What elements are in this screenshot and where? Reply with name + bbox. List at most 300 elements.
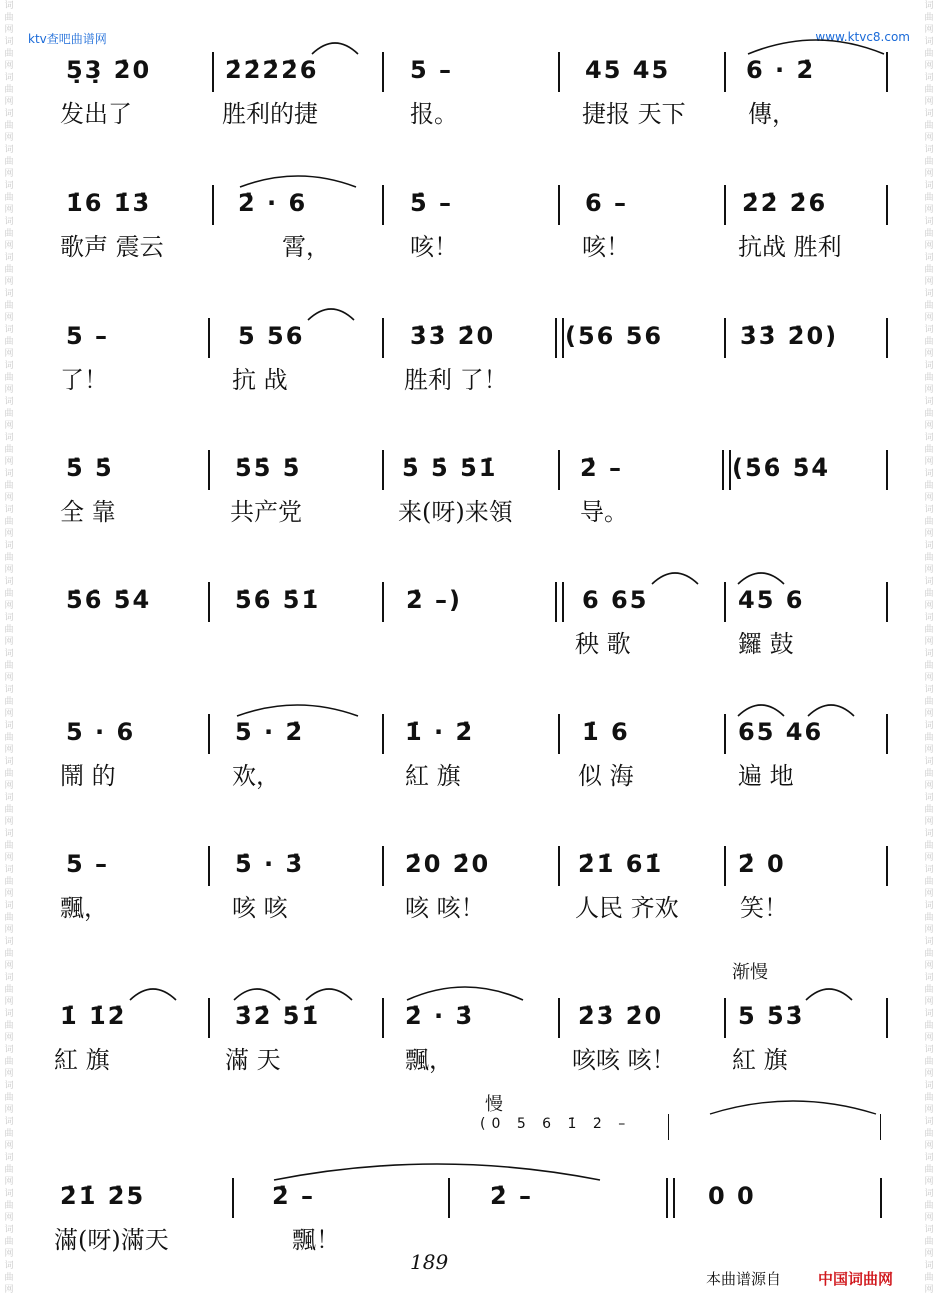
bar-line (382, 714, 384, 754)
side-watermark-char: 曲 (924, 121, 934, 131)
side-watermark-char: 曲 (4, 157, 14, 167)
side-watermark-char: 网 (924, 133, 934, 143)
side-watermark-char: 曲 (924, 697, 934, 707)
side-watermark-char: 曲 (924, 229, 934, 239)
bar-line (382, 185, 384, 225)
side-watermark-char: 曲 (4, 301, 14, 311)
side-watermark-char: 网 (924, 1249, 934, 1259)
side-watermark-left (2, 0, 16, 1316)
lyric: 发出了 (60, 100, 132, 128)
lyric: 人民 齐欢 (575, 894, 679, 922)
side-watermark-char: 曲 (4, 877, 14, 887)
side-watermark-char: 词 (4, 1081, 14, 1091)
side-watermark-char: 曲 (924, 409, 934, 419)
note-group: 2̇3̇ 2̇0 (578, 1002, 664, 1030)
side-watermark-char: 曲 (924, 805, 934, 815)
lyric: 捷报 天下 (582, 100, 686, 128)
side-watermark-char: 网 (4, 493, 14, 503)
side-watermark-char: 网 (924, 205, 934, 215)
score-row (60, 846, 890, 922)
side-watermark-char: 词 (4, 217, 14, 227)
side-watermark-char: 曲 (924, 949, 934, 959)
side-watermark-char: 网 (4, 817, 14, 827)
lyric: 欢， (232, 762, 280, 790)
side-watermark-char: 词 (4, 1153, 14, 1163)
bar-line (212, 185, 214, 225)
side-watermark-char: 网 (924, 1141, 934, 1151)
bar-line (724, 714, 726, 754)
side-watermark-char: 网 (924, 637, 934, 647)
side-watermark-char: 词 (4, 649, 14, 659)
lyric: 飄！ (292, 1226, 340, 1254)
side-watermark-char: 词 (4, 289, 14, 299)
side-watermark-char: 网 (4, 457, 14, 467)
bar-line (558, 714, 560, 754)
lyric: 了！ (60, 366, 108, 394)
side-watermark-char: 网 (924, 1285, 934, 1295)
note-group: 5 – (66, 850, 110, 878)
side-watermark-char: 词 (4, 145, 14, 155)
side-watermark-char: 词 (924, 973, 934, 983)
side-watermark-char: 曲 (4, 1165, 14, 1175)
slur (804, 982, 854, 1002)
score-row (60, 450, 890, 526)
side-watermark-char: 曲 (4, 409, 14, 419)
side-watermark-char: 词 (924, 721, 934, 731)
lyric: 滿(呀)滿天 (54, 1226, 169, 1254)
bar-line (382, 450, 384, 490)
side-watermark-char: 网 (924, 853, 934, 863)
lyric: 紅 旗 (405, 762, 461, 790)
side-watermark-char: 词 (4, 757, 14, 767)
side-watermark-char: 曲 (924, 481, 934, 491)
note-group: 2̇2̇ 2̇6 (742, 189, 828, 217)
side-watermark-char: 曲 (924, 1057, 934, 1067)
lyric: 咳！ (410, 233, 458, 261)
side-watermark-char: 曲 (924, 373, 934, 383)
bar-line (558, 846, 560, 886)
slur (405, 978, 525, 1002)
bar-line (382, 318, 384, 358)
side-watermark-char: 词 (924, 649, 934, 659)
side-watermark-char: 网 (924, 1033, 934, 1043)
side-watermark-char: 网 (924, 709, 934, 719)
note-group: 5 5̇3̇ (738, 1002, 805, 1030)
side-watermark-char: 网 (924, 925, 934, 935)
side-watermark-char: 曲 (4, 1201, 14, 1211)
side-watermark-char: 网 (4, 1141, 14, 1151)
side-watermark-char: 网 (4, 313, 14, 323)
slur (806, 698, 856, 718)
side-watermark-char: 词 (924, 181, 934, 191)
score-row (54, 962, 890, 1074)
side-watermark-char: 词 (924, 253, 934, 263)
note-group: (56 56 (565, 322, 664, 350)
lyric: 共产党 (230, 498, 302, 526)
bar-line (886, 52, 888, 92)
side-watermark-char: 词 (924, 73, 934, 83)
side-watermark-char: 词 (4, 109, 14, 119)
note-group: 5̇6̇ 5̇1̇ (235, 586, 321, 614)
side-watermark-char: 曲 (4, 913, 14, 923)
bar-line (382, 582, 384, 622)
side-watermark-char: 曲 (4, 733, 14, 743)
page-number: 189 (410, 1250, 449, 1274)
side-watermark-char: 词 (924, 469, 934, 479)
side-watermark-char: 曲 (924, 1021, 934, 1031)
side-watermark-char: 词 (4, 469, 14, 479)
side-watermark-char: 曲 (4, 697, 14, 707)
side-watermark-char: 曲 (4, 481, 14, 491)
note-group: 6 · 2̇ (746, 56, 816, 84)
note-group: 5̣3̣ 2̇0 (66, 56, 152, 84)
side-watermark-char: 词 (4, 1225, 14, 1235)
side-watermark-char: 词 (924, 1045, 934, 1055)
source-label: 本曲谱源自 (706, 1270, 782, 1288)
side-watermark-char: 网 (4, 241, 14, 251)
bar-line (382, 52, 384, 92)
watermark-top-right: www.ktvc8.com (815, 30, 910, 44)
side-watermark-char: 网 (924, 565, 934, 575)
lyric: 咳 咳 (232, 894, 288, 922)
side-watermark-char: 网 (924, 817, 934, 827)
side-watermark-char: 词 (924, 217, 934, 227)
side-watermark-char: 曲 (924, 841, 934, 851)
side-watermark-char: 词 (924, 1, 934, 11)
note-group: 65 46 (738, 718, 824, 746)
bar-line (232, 1178, 234, 1218)
side-watermark-char: 词 (4, 1117, 14, 1127)
side-watermark-char: 曲 (4, 49, 14, 59)
source-site-link[interactable]: 中国词曲网 (818, 1270, 894, 1288)
side-watermark-char: 曲 (4, 841, 14, 851)
side-watermark-char: 曲 (4, 121, 14, 131)
side-watermark-char: 网 (4, 1249, 14, 1259)
slur (650, 566, 700, 586)
watermark-top-left: ktv查吧曲谱网 (28, 32, 107, 46)
side-watermark-char: 网 (924, 313, 934, 323)
lyric: 滿 天 (225, 1046, 281, 1074)
score-row (60, 52, 890, 128)
bar-line (724, 582, 726, 622)
side-watermark-char: 网 (924, 241, 934, 251)
note-group: 2̇1̇ 61̇ (578, 850, 664, 878)
bar-line (668, 1114, 669, 1140)
side-watermark-char: 词 (924, 1261, 934, 1271)
side-watermark-char: 词 (924, 757, 934, 767)
slur (304, 982, 354, 1002)
side-watermark-char: 网 (924, 1105, 934, 1115)
side-watermark-char: 曲 (924, 769, 934, 779)
side-watermark-char: 曲 (924, 1201, 934, 1211)
side-watermark-char: 曲 (4, 13, 14, 23)
side-watermark-char: 词 (924, 1009, 934, 1019)
side-watermark-char: 词 (924, 361, 934, 371)
note-group: 5 56 (238, 322, 305, 350)
side-watermark-char: 曲 (924, 1093, 934, 1103)
side-watermark-char: 网 (4, 25, 14, 35)
side-watermark-char: 词 (924, 577, 934, 587)
bar-line (208, 714, 210, 754)
side-watermark-char: 网 (4, 925, 14, 935)
lyric: 鬧 的 (60, 762, 116, 790)
side-watermark-char: 网 (4, 1033, 14, 1043)
side-watermark-char: 曲 (924, 301, 934, 311)
side-watermark-right (922, 0, 936, 1316)
side-watermark-char: 网 (924, 961, 934, 971)
side-watermark-char: 词 (4, 865, 14, 875)
side-watermark-char: 网 (924, 457, 934, 467)
accompaniment-notes: (0 5 6 1̇ 2̇ – (480, 1116, 632, 1132)
side-watermark-char: 网 (4, 673, 14, 683)
side-watermark-char: 网 (4, 889, 14, 899)
side-watermark-char: 网 (4, 133, 14, 143)
side-watermark-char: 曲 (4, 553, 14, 563)
note-group: 6 – (585, 189, 629, 217)
score-row (60, 318, 890, 394)
score-row (60, 582, 890, 658)
lyric: 咳！ (582, 233, 630, 261)
note-group: 5̇6̇ 5̇4̇ (66, 586, 152, 614)
slur (746, 32, 886, 56)
note-group: 2̇ – (490, 1182, 534, 1210)
bar-line (208, 318, 210, 358)
bar-line (382, 846, 384, 886)
tempo-marking: 渐慢 (732, 962, 768, 983)
side-watermark-char: 词 (4, 253, 14, 263)
side-watermark-char: 词 (4, 37, 14, 47)
side-watermark-char: 曲 (924, 193, 934, 203)
lyric: 全 靠 (60, 498, 116, 526)
side-watermark-char: 网 (4, 169, 14, 179)
lyric: 遍 地 (738, 762, 794, 790)
side-watermark-char: 词 (4, 181, 14, 191)
bar-line (886, 714, 888, 754)
side-watermark-char: 网 (924, 277, 934, 287)
side-watermark-char: 曲 (924, 553, 934, 563)
side-watermark-char: 曲 (4, 445, 14, 455)
lyric: 笑！ (740, 894, 788, 922)
side-watermark-char: 词 (924, 541, 934, 551)
side-watermark-char: 词 (924, 1117, 934, 1127)
tempo-marking: 慢 (485, 1094, 503, 1115)
lyric: 傳， (748, 100, 796, 128)
side-watermark-char: 曲 (4, 1093, 14, 1103)
bar-line (558, 998, 560, 1038)
double-bar-line (666, 1178, 675, 1218)
note-group: 3̇3̇ 2̇0) (740, 322, 839, 350)
note-group: 5̇ 5̇ 5̇1̇ (402, 454, 498, 482)
slur (736, 698, 786, 718)
side-watermark-char: 网 (924, 421, 934, 431)
side-watermark-char: 曲 (4, 1057, 14, 1067)
lyric: 抗战 胜利 (738, 233, 842, 261)
side-watermark-char: 曲 (4, 625, 14, 635)
note-group: 2̇ –) (406, 586, 463, 614)
lyric: 胜利 了！ (404, 366, 508, 394)
note-group: 45 45 (585, 56, 671, 84)
side-watermark-char: 词 (924, 325, 934, 335)
side-watermark-char: 网 (924, 97, 934, 107)
side-watermark-char: 网 (4, 1069, 14, 1079)
note-group: 1̇ 1̇2̇ (60, 1002, 127, 1030)
slur (235, 698, 360, 718)
side-watermark-char: 网 (4, 1213, 14, 1223)
side-watermark-char: 曲 (4, 769, 14, 779)
side-watermark-char: 词 (924, 901, 934, 911)
side-watermark-char: 网 (4, 61, 14, 71)
side-watermark-char: 曲 (924, 661, 934, 671)
side-watermark-char: 曲 (924, 1237, 934, 1247)
lyric: 紅 旗 (732, 1046, 788, 1074)
note-group: 6 65 (582, 586, 649, 614)
side-watermark-char: 网 (4, 601, 14, 611)
side-watermark-char: 词 (924, 145, 934, 155)
side-watermark-char: 网 (924, 493, 934, 503)
side-watermark-char: 网 (4, 709, 14, 719)
side-watermark-char: 曲 (4, 1273, 14, 1283)
bar-line (724, 998, 726, 1038)
side-watermark-char: 曲 (4, 193, 14, 203)
note-group: 2̇ – (580, 454, 624, 482)
side-watermark-char: 词 (4, 541, 14, 551)
score-row (54, 1094, 890, 1254)
side-watermark-char: 词 (4, 1009, 14, 1019)
bar-line (382, 998, 384, 1038)
side-watermark-char: 曲 (4, 1021, 14, 1031)
bar-line (724, 52, 726, 92)
bar-line (880, 1114, 881, 1140)
side-watermark-char: 曲 (924, 445, 934, 455)
note-group: 5̇ 5̇ (66, 454, 114, 482)
side-watermark-char: 词 (924, 37, 934, 47)
note-group: 0 0 (708, 1182, 756, 1210)
side-watermark-char: 曲 (4, 949, 14, 959)
lyric: 咳咳 咳！ (572, 1046, 676, 1074)
side-watermark-char: 词 (4, 613, 14, 623)
side-watermark-char: 词 (4, 1045, 14, 1055)
bar-line (886, 450, 888, 490)
side-watermark-char: 词 (924, 433, 934, 443)
note-group: 5̇ · 3̇ (235, 850, 305, 878)
lyric: 咳 咳！ (405, 894, 485, 922)
side-watermark-char: 曲 (4, 985, 14, 995)
side-watermark-char: 网 (924, 349, 934, 359)
slur (708, 1092, 878, 1116)
bar-line (208, 846, 210, 886)
side-watermark-char: 曲 (4, 337, 14, 347)
side-watermark-char: 词 (924, 1189, 934, 1199)
side-watermark-char: 曲 (924, 265, 934, 275)
side-watermark-char: 曲 (4, 589, 14, 599)
side-watermark-char: 词 (924, 793, 934, 803)
side-watermark-char: 词 (924, 865, 934, 875)
side-watermark-char: 曲 (924, 1165, 934, 1175)
side-watermark-char: 词 (924, 685, 934, 695)
side-watermark-char: 网 (4, 529, 14, 539)
note-group: 3̇3̇ 2̇0 (410, 322, 496, 350)
score-row (60, 185, 890, 261)
side-watermark-char: 词 (4, 721, 14, 731)
side-watermark-char: 曲 (924, 13, 934, 23)
side-watermark-char: 词 (4, 973, 14, 983)
note-group: 2̇ 0 (738, 850, 786, 878)
bar-line (880, 1178, 882, 1218)
slur (128, 982, 178, 1002)
lyric: 鑼 鼓 (738, 630, 794, 658)
lyric: 报。 (410, 100, 458, 128)
side-watermark-char: 词 (924, 109, 934, 119)
side-watermark-char: 词 (4, 325, 14, 335)
side-watermark-char: 曲 (924, 49, 934, 59)
note-group: 2̇1̇ 2̇5 (60, 1182, 146, 1210)
side-watermark-char: 曲 (4, 265, 14, 275)
bar-line (724, 846, 726, 886)
side-watermark-char: 词 (924, 613, 934, 623)
side-watermark-char: 词 (4, 937, 14, 947)
note-group: (5̇6̇ 5̇4̇ (732, 454, 831, 482)
lyric: 导。 (580, 498, 628, 526)
slur (306, 302, 356, 322)
side-watermark-char: 网 (4, 745, 14, 755)
lyric: 紅 旗 (54, 1046, 110, 1074)
side-watermark-char: 网 (924, 61, 934, 71)
lyric: 似 海 (578, 762, 634, 790)
side-watermark-char: 曲 (924, 877, 934, 887)
side-watermark-char: 词 (4, 361, 14, 371)
side-watermark-char: 词 (4, 829, 14, 839)
bar-line (724, 318, 726, 358)
note-group: 5 – (66, 322, 110, 350)
slur (272, 1156, 602, 1182)
note-group: 1̇6 1̇3̇ (66, 189, 152, 217)
side-watermark-char: 网 (4, 853, 14, 863)
bar-line (448, 1178, 450, 1218)
side-watermark-char: 曲 (4, 229, 14, 239)
side-watermark-char: 词 (924, 1081, 934, 1091)
side-watermark-char: 词 (924, 1225, 934, 1235)
bar-line (886, 318, 888, 358)
side-watermark-char: 网 (4, 97, 14, 107)
side-watermark-char: 曲 (4, 1237, 14, 1247)
side-watermark-char: 曲 (924, 1129, 934, 1139)
note-group: 5 – (410, 56, 454, 84)
side-watermark-char: 词 (4, 73, 14, 83)
side-watermark-char: 网 (4, 637, 14, 647)
side-watermark-char: 词 (924, 289, 934, 299)
side-watermark-char: 曲 (4, 1129, 14, 1139)
side-watermark-char: 网 (924, 385, 934, 395)
side-watermark-char: 曲 (924, 1273, 934, 1283)
bar-line (208, 450, 210, 490)
double-bar-line (555, 582, 564, 622)
note-group: 5 · 6 (66, 718, 136, 746)
side-watermark-char: 曲 (4, 661, 14, 671)
side-watermark-char: 网 (924, 529, 934, 539)
side-watermark-char: 网 (4, 1177, 14, 1187)
side-watermark-char: 网 (4, 385, 14, 395)
side-watermark-char: 曲 (924, 733, 934, 743)
side-watermark-char: 网 (924, 997, 934, 1007)
side-watermark-char: 网 (924, 1069, 934, 1079)
note-group: 1̇ · 2̇ (405, 718, 475, 746)
bar-line (208, 582, 210, 622)
side-watermark-char: 词 (924, 397, 934, 407)
bar-line (558, 52, 560, 92)
lyric: 歌声 震云 (60, 233, 164, 261)
bar-line (886, 185, 888, 225)
note-group: 5̇5̇ 5̇ (235, 454, 302, 482)
